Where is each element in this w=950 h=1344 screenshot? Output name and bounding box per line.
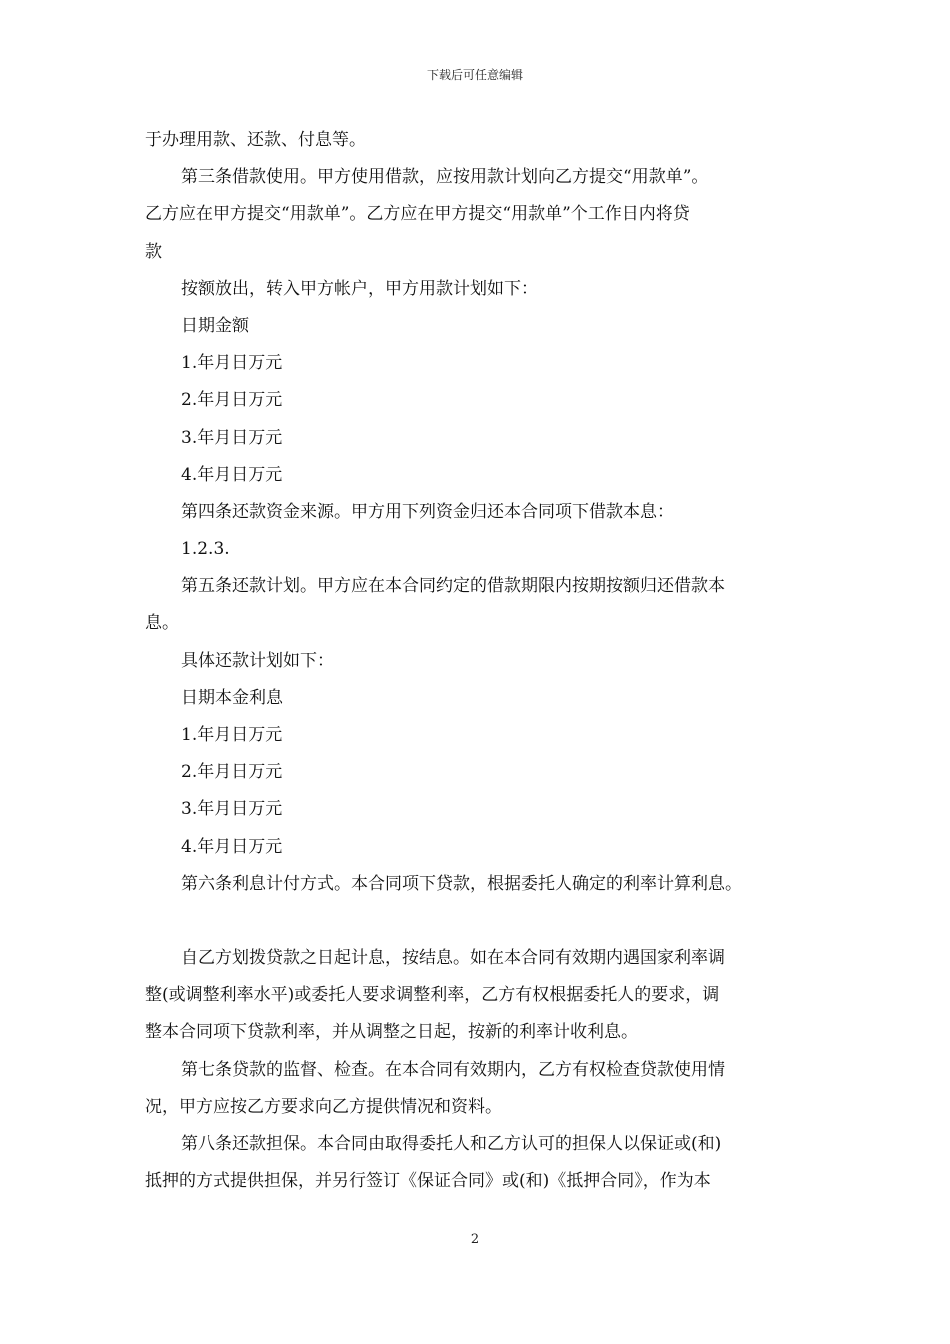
- text-line: 第七条贷款的监督、检查。在本合同有效期内，乙方有权检查贷款使用情: [181, 1059, 725, 1080]
- text-line: 第六条利息计付方式。本合同项下贷款，根据委托人确定的利率计算利息。: [181, 873, 742, 894]
- text-line: 按额放出，转入甲方帐户，甲方用款计划如下：: [181, 278, 538, 299]
- text-line: 整本合同项下贷款利率，并从调整之日起，按新的利率计收利息。: [145, 1022, 638, 1043]
- text-line: 1.2.3.: [181, 539, 230, 560]
- text-line: 日期本金利息: [181, 687, 283, 708]
- text-line: 第五条还款计划。甲方应在本合同约定的借款期限内按期按额归还借款本: [181, 576, 725, 597]
- text-line: 整(或调整利率水平)或委托人要求调整利率，乙方有权根据委托人的要求，调: [145, 985, 720, 1006]
- text-line: 2.年月日万元: [181, 762, 283, 783]
- page-number: 2: [470, 1232, 480, 1247]
- text-line: 日期金额: [181, 315, 249, 336]
- document-body: [145, 122, 815, 1200]
- text-line: 款: [145, 241, 162, 262]
- text-line: 第三条借款使用。甲方使用借款，应按用款计划向乙方提交“用款单”。: [181, 167, 709, 188]
- text-line: 第八条还款担保。本合同由取得委托人和乙方认可的担保人以保证或(和): [181, 1133, 722, 1154]
- text-line: 3.年月日万元: [181, 799, 283, 820]
- header-note: 下载后可任意编辑: [426, 68, 523, 82]
- paragraph-gap: [145, 903, 815, 940]
- text-line: 1.年月日万元: [181, 725, 283, 745]
- text-line: 1.年月日万元: [181, 353, 283, 374]
- text-line: 4.年月日万元: [181, 464, 283, 485]
- text-line: 乙方应在甲方提交“用款单”。乙方应在甲方提交“用款单”个工作日内将贷: [145, 204, 690, 225]
- text-line: 抵押的方式提供担保，并另行签订《保证合同》或(和)《抵押合同》，作为本: [145, 1171, 711, 1192]
- text-line: 息。: [145, 613, 179, 634]
- text-line: 4.年月日万元: [181, 836, 283, 857]
- text-line: 于办理用款、还款、付息等。: [145, 130, 366, 150]
- text-line: 况，甲方应按乙方要求向乙方提供情况和资料。: [145, 1096, 502, 1117]
- text-line: 具体还款计划如下：: [181, 650, 334, 671]
- text-line: 第四条还款资金来源。甲方用下列资金归还本合同项下借款本息：: [181, 501, 674, 522]
- text-line: 3.年月日万元: [181, 427, 283, 448]
- text-line: 自乙方划拨贷款之日起计息，按结息。如在本合同有效期内遇国家利率调: [181, 947, 725, 968]
- text-line: 2.年月日万元: [181, 390, 283, 411]
